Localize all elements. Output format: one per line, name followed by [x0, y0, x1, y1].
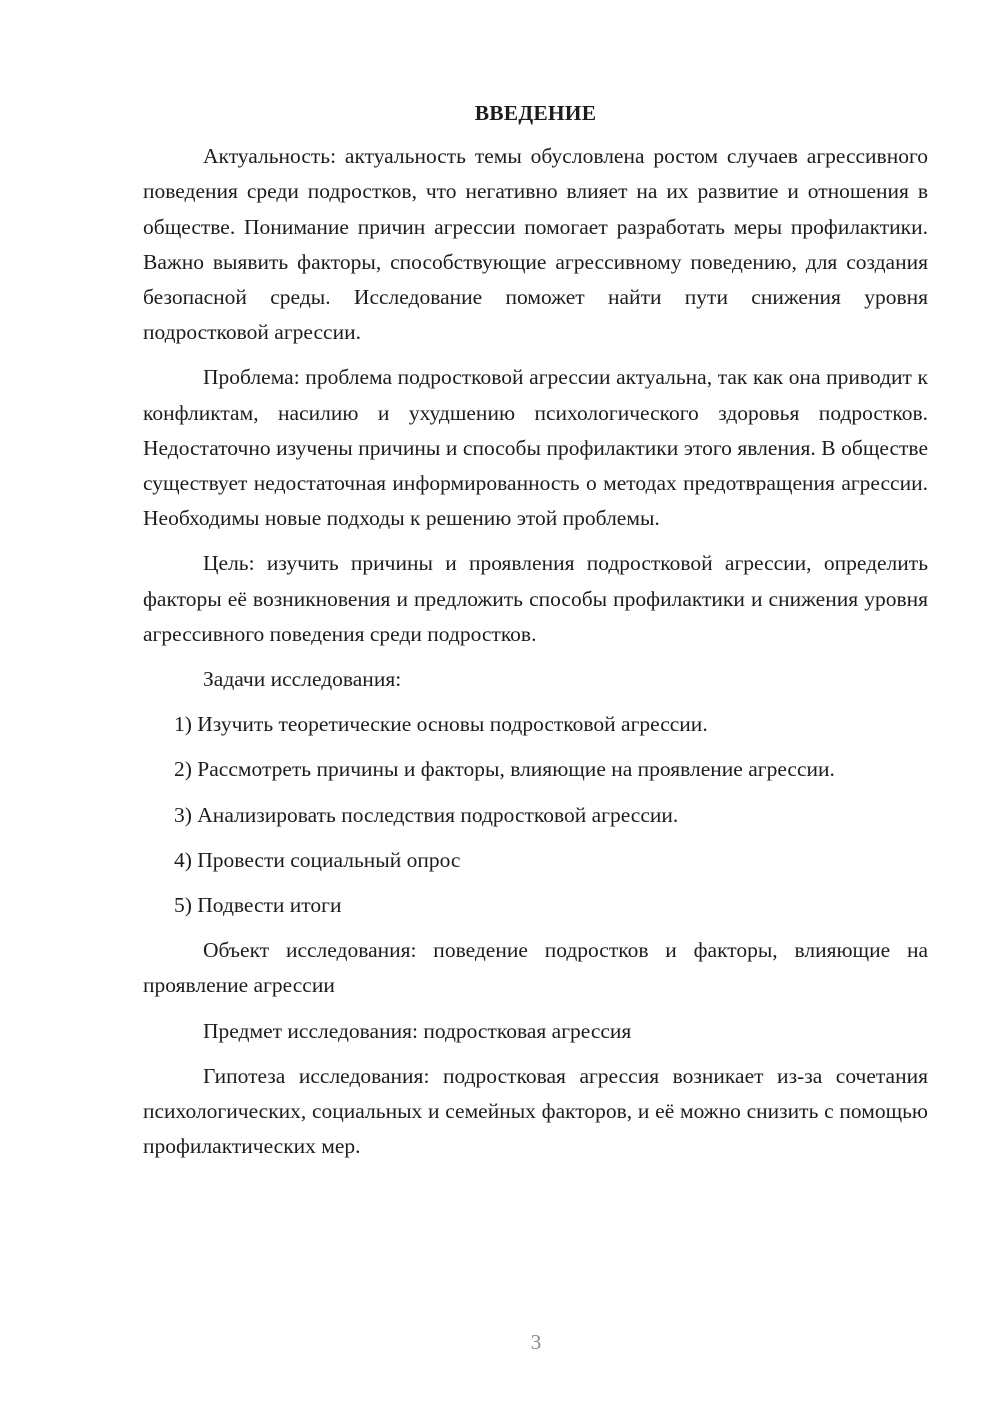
task-item-2: 2) Рассмотреть причины и факторы, влияющие на проявление агрессии. [174, 757, 835, 782]
document-body [143, 96, 928, 1174]
problem-paragraph: Проблема: проблема подростковой агрессии актуальна, так как она приводит к конфликтам, насилию и ухудшению психологического здоровья подростков. Недостаточно изучены причины и способы профилактики этого явления. В обществе существует недостаточная информированность о методах предотвращения агрессии. Необходимы новые подходы к решению этой проблемы. [143, 365, 928, 531]
hypothesis-paragraph: Гипотеза исследования: подростковая агрессия возникает из-за сочетания психологических, социальных и семейных факторов, и её можно снизить с помощью профилактических мер. [143, 1063, 928, 1159]
subject-paragraph: Предмет исследования: подростковая агрессия [203, 1018, 632, 1043]
goal-paragraph: Цель: изучить причины и проявления подростковой агрессии, определить факторы её возникновения и предложить способы профилактики и снижения уровня агрессивного поведения среди подростков. [143, 551, 928, 646]
task-item-5: 5) Подвести итоги [174, 893, 342, 918]
section-title: ВВЕДЕНИЕ [474, 101, 597, 125]
task-item-1: 1) Изучить теоретические основы подростковой агрессии. [174, 712, 708, 737]
tasks-heading: Задачи исследования: [203, 667, 402, 692]
object-paragraph: Объект исследования: поведение подростков и факторы, влияющие на проявление агрессии [143, 938, 928, 998]
task-item-3: 3) Анализировать последствия подростковой агрессии. [174, 802, 679, 827]
page-number: 3 [530, 1330, 542, 1354]
relevance-paragraph: Актуальность: актуальность темы обусловлена ростом случаев агрессивного поведения среди подростков, что негативно влияет на их развитие и отношения в обществе. Понимание причин агрессии помогает разработать меры профилактики. Важно выявить факторы, способствующие агрессивному поведению, для создания безопасной среды. Исследование поможет найти пути снижения уровня подростковой агрессии. [143, 144, 928, 345]
task-item-4: 4) Провести социальный опрос [174, 847, 461, 872]
